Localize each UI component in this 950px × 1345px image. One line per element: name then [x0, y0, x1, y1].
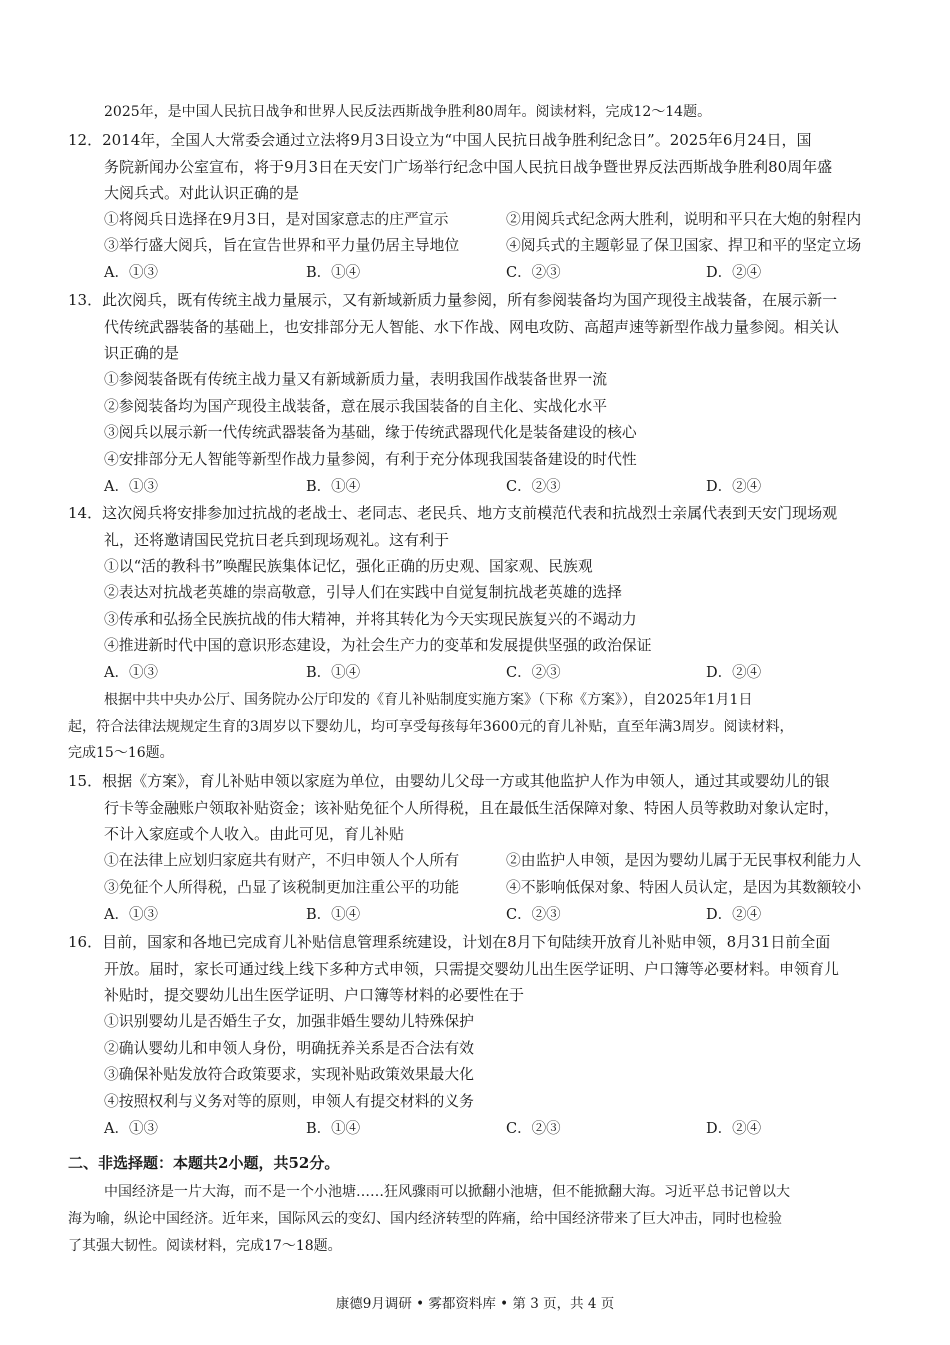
- question-15-statement-1: ①在法律上应划归家庭共有财产，不归申领人个人所有: [104, 852, 460, 869]
- question-14-statement-3: ③传承和弘扬全民族抗战的伟大精神，并将其转化为今天实现民族复兴的不竭动力: [104, 611, 637, 628]
- question-16-statement-1: ①识别婴幼儿是否婚生子女，加强非婚生婴幼儿特殊保护: [104, 1013, 474, 1030]
- question-15-stem-line-1: 15．根据《方案》，育儿补贴申领以家庭为单位，由婴幼儿父母一方或其他监护人作为申领人，通过其或婴幼儿的银: [68, 772, 830, 790]
- question-12-statement-1: ①将阅兵日选择在9月3日，是对国家意志的庄严宣示: [104, 211, 449, 228]
- question-16-stem-line-2: 开放。届时，家长可通过线上线下多种方式申领，只需提交婴幼儿出生医学证明、户口簿等必要材料。申领育儿: [104, 960, 840, 978]
- question-13-stem-line-3: 识正确的是: [104, 344, 180, 362]
- question-16-statement-4: ④按照权利与义务对等的原则，申领人有提交材料的义务: [104, 1093, 474, 1110]
- question-12-stem-line-2: 务院新闻办公室宣布，将于9月3日在天安门广场举行纪念中国人民抗日战争暨世界反法西斯战争胜利80周年盛: [104, 158, 833, 176]
- question-16-statement-2: ②确认婴幼儿和申领人身份，明确抚养关系是否合法有效: [104, 1040, 474, 1057]
- material-intro-17-18-line-2: 海为喻，纵论中国经济。近年来，国际风云的变幻、国内经济转型的阵痛，给中国经济带来了巨大冲击，同时也检验: [68, 1211, 782, 1227]
- question-13-statement-4: ④安排部分无人智能等新型作战力量参阅，有利于充分体现我国装备建设的时代性: [104, 451, 637, 468]
- question-15-statement-4: ④不影响低保对象、特困人员认定，是因为其数额较小: [506, 879, 862, 896]
- question-14-choice-b: B．①④: [306, 665, 361, 681]
- page-footer: 康德9月调研 • 雾都资料库 • 第 3 页，共 4 页: [335, 1296, 615, 1312]
- question-12-stem-line-3: 大阅兵式。对此认识正确的是: [104, 184, 300, 202]
- question-14-choice-c: C．②③: [506, 665, 561, 681]
- question-13-choice-b: B．①④: [306, 479, 361, 495]
- question-13-statement-3: ③阅兵以展示新一代传统武器装备为基础，缘于传统武器现代化是装备建设的核心: [104, 424, 637, 441]
- question-14-stem-line-2: 礼，还将邀请国民党抗日老兵到现场观礼。这有利于: [104, 531, 450, 549]
- question-15-stem-line-3: 不计入家庭或个人收入。由此可见，育儿补贴: [104, 825, 405, 843]
- question-12-choice-d: D．②④: [706, 265, 762, 281]
- material-intro-17-18-line-1: 中国经济是一片大海，而不是一个小池塘……狂风骤雨可以掀翻小池塘，但不能掀翻大海。习近平总书记曾以大: [104, 1184, 790, 1200]
- question-15-choice-b: B．①④: [306, 907, 361, 923]
- question-16-statement-3: ③确保补贴发放符合政策要求，实现补贴政策效果最大化: [104, 1066, 474, 1083]
- question-16-choice-c: C．②③: [506, 1121, 561, 1137]
- question-14-choice-a: A．①③: [104, 665, 158, 681]
- question-12-statement-2: ②用阅兵式纪念两大胜利，说明和平只在大炮的射程内: [506, 211, 862, 228]
- material-intro-15-16-line-3: 完成15～16题。: [68, 745, 174, 761]
- question-16-choice-b: B．①④: [306, 1121, 361, 1137]
- question-13-stem-line-1: 13．此次阅兵，既有传统主战力量展示，又有新域新质力量参阅，所有参阅装备均为国产现役主战装备，在展示新一: [68, 291, 838, 309]
- question-13-choice-c: C．②③: [506, 479, 561, 495]
- section-heading-non-choice: 二、非选择题：本题共2小题，共52分。: [68, 1154, 340, 1172]
- question-14-statement-1: ①以“活的教科书”唤醒民族集体记忆，强化正确的历史观、国家观、民族观: [104, 558, 593, 575]
- question-16-stem-line-1: 16．目前，国家和各地已完成育儿补贴信息管理系统建设，计划在8月下旬陆续开放育儿补贴申领，8月31日前全面: [68, 933, 831, 951]
- question-13-choice-d: D．②④: [706, 479, 762, 495]
- question-13-statement-1: ①参阅装备既有传统主战力量又有新域新质力量，表明我国作战装备世界一流: [104, 371, 608, 388]
- question-16-choice-a: A．①③: [104, 1121, 158, 1137]
- question-12-stem-line-1: 12．2014年，全国人大常委会通过立法将9月3日设立为“中国人民抗日战争胜利纪念日”。2025年6月24日，国: [68, 131, 812, 149]
- material-intro-15-16-line-2: 起，符合法律法规规定生育的3周岁以下婴幼儿，均可享受每孩每年3600元的育儿补贴，直至年满3周岁。阅读材料，: [68, 719, 794, 735]
- material-intro-12-14: 2025年，是中国人民抗日战争和世界人民反法西斯战争胜利80周年。阅读材料，完成12～14题。: [104, 104, 712, 120]
- material-intro-15-16-line-1: 根据中共中央办公厅、国务院办公厅印发的《育儿补贴制度实施方案》（下称《方案》），自2025年1月1日: [104, 692, 753, 708]
- question-12-statement-3: ③举行盛大阅兵，旨在宣告世界和平力量仍居主导地位: [104, 237, 460, 254]
- question-12-choice-a: A．①③: [104, 265, 158, 281]
- question-12-statement-4: ④阅兵式的主题彰显了保卫国家、捍卫和平的坚定立场: [506, 237, 862, 254]
- question-14-stem-line-1: 14．这次阅兵将安排参加过抗战的老战士、老同志、老民兵、地方支前模范代表和抗战烈士亲属代表到天安门现场观: [68, 504, 838, 522]
- question-14-statement-4: ④推进新时代中国的意识形态建设，为社会生产力的变革和发展提供坚强的政治保证: [104, 637, 652, 654]
- question-15-statement-2: ②由监护人申领，是因为婴幼儿属于无民事权利能力人: [506, 852, 862, 869]
- question-14-statement-2: ②表达对抗战老英雄的崇高敬意，引导人们在实践中自觉复制抗战老英雄的选择: [104, 584, 622, 601]
- material-intro-17-18-line-3: 了其强大韧性。阅读材料，完成17～18题。: [68, 1238, 342, 1254]
- question-12-choice-c: C．②③: [506, 265, 561, 281]
- question-13-choice-a: A．①③: [104, 479, 158, 495]
- question-15-choice-d: D．②④: [706, 907, 762, 923]
- question-12-choice-b: B．①④: [306, 265, 361, 281]
- question-16-stem-line-3: 补贴时，提交婴幼儿出生医学证明、户口簿等材料的必要性在于: [104, 986, 525, 1004]
- question-16-choice-d: D．②④: [706, 1121, 762, 1137]
- question-13-stem-line-2: 代传统武器装备的基础上，也安排部分无人智能、水下作战、网电攻防、高超声速等新型作战力量参阅。相关认: [104, 318, 840, 336]
- question-13-statement-2: ②参阅装备均为国产现役主战装备，意在展示我国装备的自主化、实战化水平: [104, 398, 608, 415]
- question-15-choice-c: C．②③: [506, 907, 561, 923]
- question-15-statement-3: ③免征个人所得税，凸显了该税制更加注重公平的功能: [104, 879, 460, 896]
- question-15-choice-a: A．①③: [104, 907, 158, 923]
- question-14-choice-d: D．②④: [706, 665, 762, 681]
- question-15-stem-line-2: 行卡等金融账户领取补贴资金；该补贴免征个人所得税，且在最低生活保障对象、特困人员等救助对象认定时，: [104, 799, 840, 817]
